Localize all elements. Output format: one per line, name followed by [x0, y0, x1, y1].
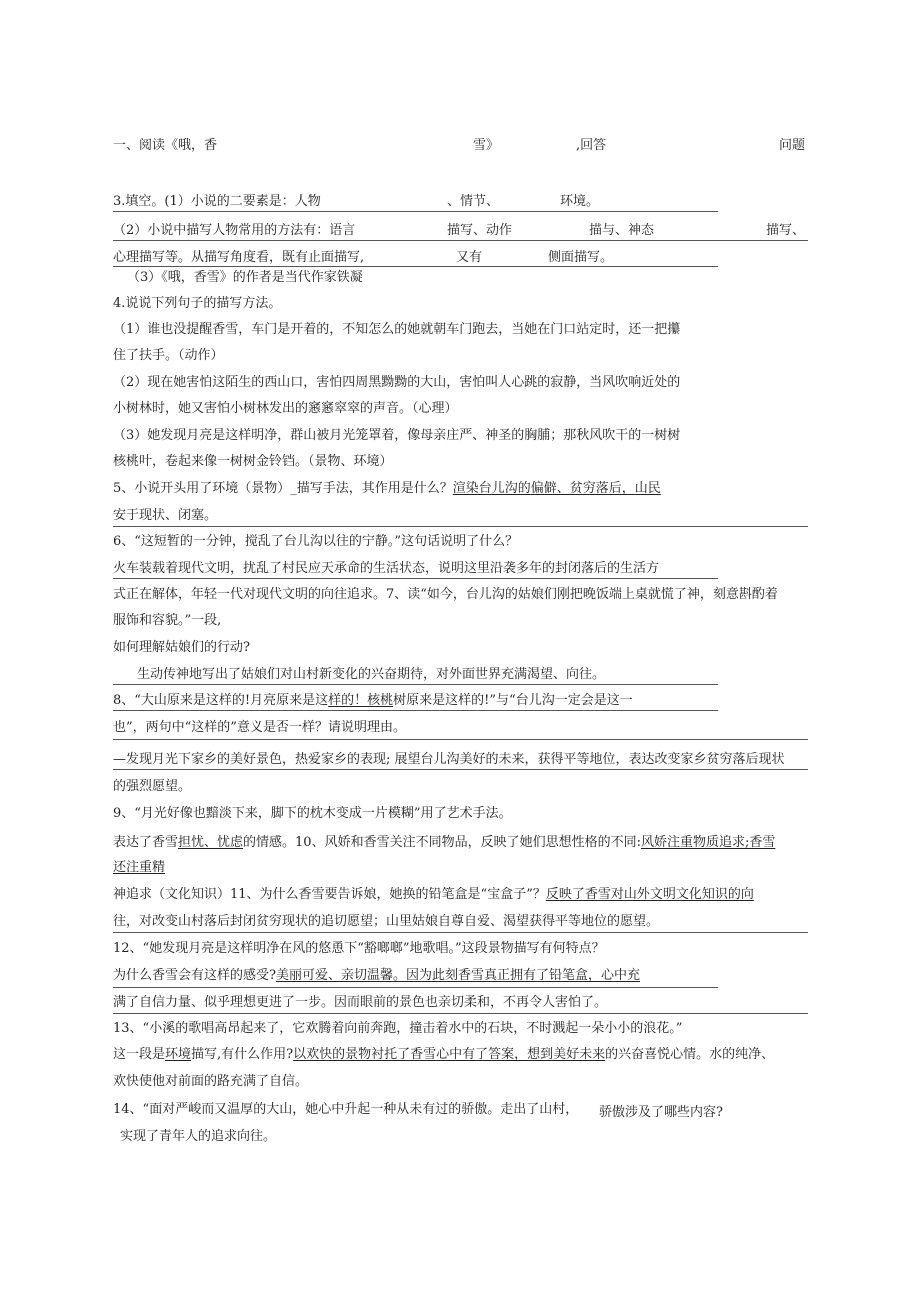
- q14-question-cont: 骄傲涉及了哪些内容?: [599, 1105, 723, 1120]
- q13-2a: 这一段是: [113, 1047, 166, 1062]
- q8-line1b: 样的！核桃: [328, 693, 394, 708]
- q13-answer: 欢快使他对前面的路充满了自信。: [113, 1074, 309, 1089]
- divider: [113, 684, 718, 685]
- q3-line2b: 描写、动作: [447, 223, 513, 238]
- q3-line3a: 心理描写等。从描写角度看，既有止面描写,: [113, 250, 365, 265]
- q3-line2a: （2）小说中描写人物常用的方法有：语言: [113, 223, 356, 238]
- q5-text: 5、小说开头用了环境（景物）_描写手法，其作用是什么？: [113, 481, 453, 496]
- q4-s2a: （2）现在她害怕这陌生的西山口，害怕四周黑黝黝的大山，害怕叫人心跳的寂静，当风吹响近处的: [113, 375, 681, 390]
- q8-line1c: 树原来是这样的!”与“台儿沟一定会是这一: [393, 693, 633, 708]
- q10-1d: 风娇注重物质追求;香雪: [640, 835, 776, 850]
- heading-part1: 一、阅读《哦，香: [113, 138, 218, 153]
- q4-s1a: （1）谁也没提醒香雪，车门是开着的，不知怎么的她就朝车门跑去，当她在门口站定时，还一把攥: [113, 322, 681, 337]
- q11-answer: 往，对改变山村落后封闭贫穷现状的追切愿望；山里姑娘自尊自爱、渴望获得平等地位的愿望。: [113, 914, 660, 929]
- heading-part4: 问题: [779, 138, 806, 153]
- q12-2a: 为什么香雪会有这样的感受?: [113, 968, 276, 983]
- q3-line1a: 3.填空。(1）小说的二要素是：人物: [113, 194, 321, 209]
- q6-answer1: 火车装载着现代文明，扰乱了村民应天承命的生活状态，说明这里沿袭多年的封闭落后的生活方: [113, 561, 660, 576]
- q8-line2: 也”，两句中“这样的”意义是否一样？请说明理由。: [113, 720, 406, 735]
- q7-answer: 生动传神地写出了姑娘们对山村新变化的兴奋期待，对外面世界充满渴望、向往。: [137, 667, 606, 682]
- q10-1c: 的情感。10、风娇和香雪关注不同物品，反映了她们思想性格的不同:: [243, 835, 641, 850]
- q13-2d: 以欢快的景物衬托了香雪心中有了答案，想到美好未来: [293, 1047, 606, 1062]
- q13-2b: 环境: [165, 1047, 192, 1062]
- q3-line3c: 侧面描写。: [548, 250, 614, 265]
- divider: [113, 710, 718, 711]
- q8-answer2: 的强烈愿望。: [113, 779, 192, 794]
- q4-s3a: （3）她发现月亮是这样明净，群山被月光笼罩着，像母亲庄严、神圣的胸脯；那秋风吹干的一树树: [113, 428, 681, 443]
- q12-line2: [113, 968, 640, 984]
- heading-part3: ,回答: [576, 138, 607, 153]
- divider: [113, 987, 718, 988]
- q4-s1b: 住了扶手。（动作）: [113, 348, 224, 363]
- q10-1a: 表达了香雪: [113, 835, 179, 850]
- q3-line4: （3）《哦，香雪》的作者是当代作家铁凝: [127, 270, 363, 285]
- q4-s3b: 核桃叶，卷起来像一树树金铃铛。（景物、环境）: [113, 454, 393, 469]
- q3-line1c: 环境。: [560, 194, 600, 209]
- q10-line1: [113, 835, 775, 851]
- q3-line1b: 、情节、: [447, 194, 500, 209]
- heading-part2: 雪》: [473, 138, 500, 153]
- q8-line1: [113, 693, 633, 709]
- q13-question: 13、“小溪的歌唱高昂起来了，它欢腾着向前奔跑，撞击着水中的石块，不时溅起一朵小小的浪花。”: [113, 1021, 683, 1036]
- q11-line1: [113, 887, 754, 903]
- q5-answer-cont: 安于现状、闭塞。: [113, 508, 218, 523]
- q10-line2: 还注重精: [113, 860, 166, 875]
- q13-line2: [113, 1047, 774, 1063]
- divider: [113, 769, 808, 770]
- q7-question: 如何理解姑娘们的行动?: [113, 640, 250, 655]
- q7-line2: 服饰和容貌。”一段,: [113, 613, 222, 628]
- q5-answer: 渲染台儿沟的偏僻、贫穷落后，山民: [452, 481, 661, 496]
- q9-question: 9、“月光好像也黯淡下来，脚下的枕木变成一片模糊”用了艺术手法。: [113, 806, 512, 821]
- divider: [113, 1013, 808, 1014]
- q10-1b: 担忧、忧虑: [178, 835, 244, 850]
- q11-1a: 神追求（文化知识）11、为什么香雪要告诉娘，她换的铅笔盒是“宝盒子”？: [113, 887, 546, 902]
- q3-line3b: 又有: [456, 250, 483, 265]
- divider: [113, 578, 718, 579]
- q3-line2d: 描写、: [766, 223, 806, 238]
- q8-answer1: —发现月光下家乡的美好景色，热爱家乡的表现; 展望台儿沟美好的未来，获得平等地位，表达改变家乡贫穷落后现状: [113, 752, 785, 767]
- divider: [113, 240, 808, 241]
- q12-2b: 美丽可爱、亲切温馨。因为此刻香雪真正拥有了铅笔盒，心中充: [275, 968, 640, 983]
- q5-question: [113, 481, 661, 497]
- q13-2e: 的兴奋喜悦心情。水的纯净、: [605, 1047, 775, 1062]
- q13-2c: 描写,有什么作用?: [191, 1047, 294, 1062]
- divider: [113, 932, 808, 933]
- q12-question: 12、“她发现月亮是这样明净在风的悠恿下“豁啷啷”地歌唱。”这段景物描写有何特点？: [113, 941, 605, 956]
- q4-s2b: 小树林时，她又害怕小树林发出的窸窸窣窣的声音。（心理）: [113, 401, 458, 416]
- divider: [113, 266, 718, 267]
- divider: [113, 211, 718, 212]
- q6-question: 6、“这短暂的一分钟，搅乱了台儿沟以往的宁静。”这句话说明了什么？: [113, 534, 519, 549]
- q6-answer2: 式正在解体，年轻一代对现代文明的向往追求。7、读“如今，台儿沟的姑娘们刚把晚饭端上桌就慌了神，刻意斟酌着: [113, 587, 778, 602]
- q4-title: 4.说说下列句子的描写方法。: [113, 296, 282, 311]
- divider: [113, 526, 808, 527]
- q14-answer: 实现了青年人的追求向往。: [120, 1129, 277, 1144]
- q3-line2c: 描与、神态: [589, 223, 655, 238]
- q12-answer: 满了自信力量、似乎理想更进了一步。因而眼前的景色也亲切柔和，不再令人害怕了。: [113, 995, 608, 1010]
- divider: [113, 739, 808, 740]
- q14-question: 14、“面对严峻而又温厚的大山，她心中升起一种从未有过的骄傲。走出了山村，: [113, 1102, 579, 1117]
- q11-1b: 反映了香雪对山外文明文化知识的向: [545, 887, 754, 902]
- q8-line1a: 8、“大山原来是这样的!月亮原来是这: [113, 693, 329, 708]
